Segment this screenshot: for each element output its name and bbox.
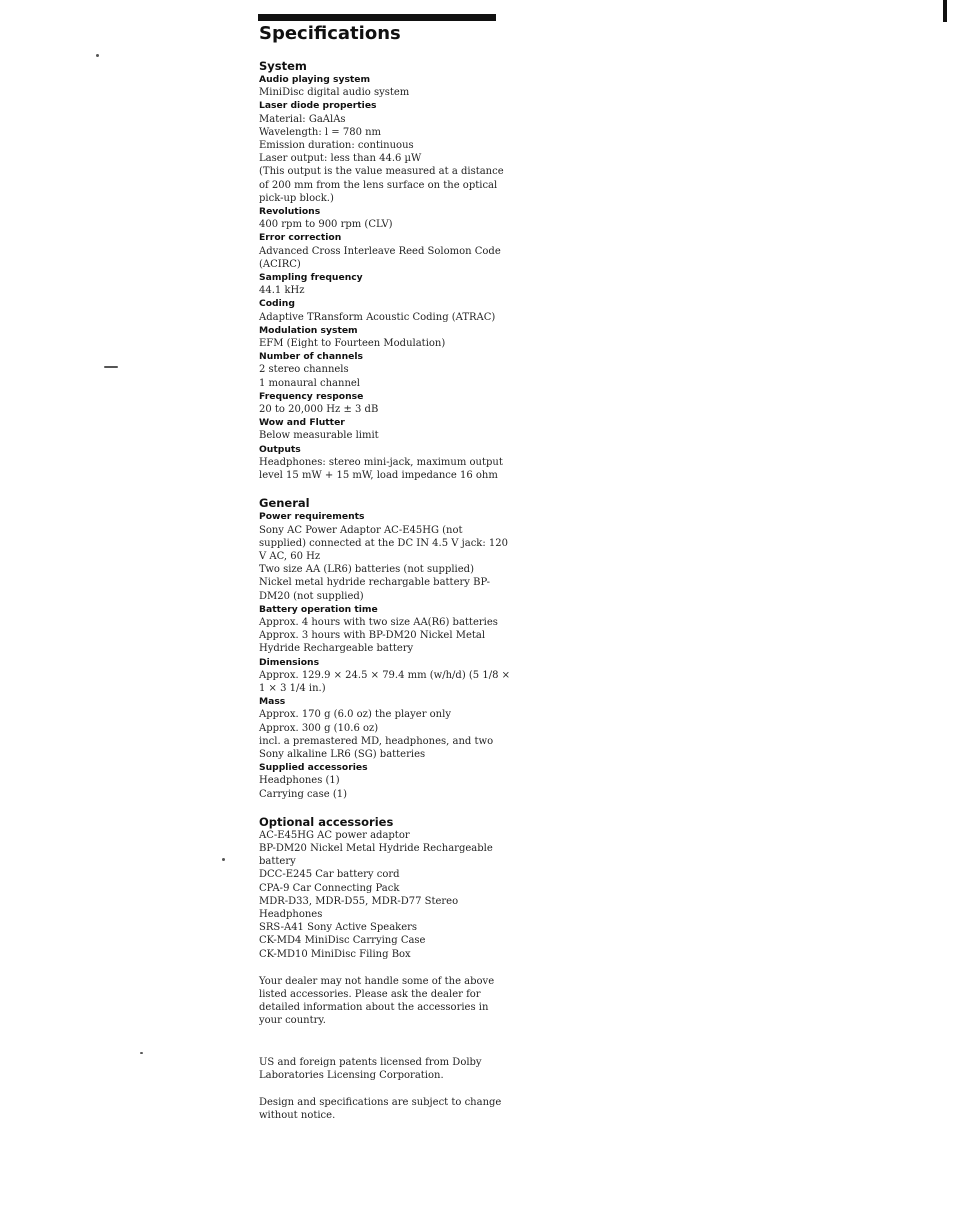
spec-item-line: Below measurable limit	[259, 430, 379, 442]
spec-item-line: 44.1 kHz	[259, 285, 305, 297]
footer-notes	[259, 961, 509, 1123]
note-paragraph	[259, 975, 509, 1028]
page-title: Specifications	[259, 23, 401, 44]
spec-item-line: DM20 (not supplied)	[259, 590, 364, 602]
note-gap	[259, 961, 509, 975]
spec-item-line: Hydride Rechargeable battery	[259, 643, 414, 655]
spec-item-line: Emission duration: continuous	[259, 140, 414, 152]
spec-item-title: Dimensions	[259, 656, 320, 668]
spec-item-line: CK-MD4 MiniDisc Carrying Case	[259, 935, 426, 947]
spec-section	[259, 59, 509, 482]
spec-item-line: CK-MD10 MiniDisc Filing Box	[259, 948, 411, 960]
spec-item-line: EFM (Eight to Fourteen Modulation)	[259, 338, 446, 350]
spec-item-line: Approx. 129.9 × 24.5 × 79.4 mm (w/h/d) (5 1/8 ×	[259, 669, 510, 681]
spec-item-title: Mass	[259, 696, 286, 708]
section-gap	[259, 482, 509, 496]
note-line: without notice.	[259, 1110, 336, 1122]
note-line: your country.	[259, 1015, 326, 1027]
spec-item-line: MDR-D33, MDR-D55, MDR-D77 Stereo	[259, 895, 459, 907]
section-title: General	[259, 496, 310, 511]
scan-speck	[222, 858, 225, 861]
spec-item-title: Error correction	[259, 232, 342, 244]
spec-item-line: incl. a premastered MD, headphones, and two	[259, 735, 494, 747]
spec-item-line: battery	[259, 856, 296, 868]
spec-item-line: 2 stereo channels	[259, 364, 349, 376]
note-gap	[259, 1082, 509, 1096]
note-line: detailed information about the accessories in	[259, 1002, 489, 1014]
section-gap	[259, 801, 509, 815]
spec-item-line: Nickel metal hydride rechargable battery BP-	[259, 577, 491, 589]
note-line: US and foreign patents licensed from Dolby	[259, 1056, 482, 1068]
spec-item-line: level 15 mW + 15 mW, load impedance 16 ohm	[259, 470, 498, 482]
spec-item-line: Approx. 170 g (6.0 oz) the player only	[259, 709, 451, 721]
page-edge-mark	[943, 0, 947, 22]
scan-speck	[96, 54, 99, 57]
note-gap	[259, 1028, 509, 1042]
note-paragraph	[259, 1096, 509, 1122]
spec-item-line: 20 to 20,000 Hz ± 3 dB	[259, 404, 379, 416]
spec-section	[259, 482, 509, 800]
spec-item-line: Adaptive TRansform Acoustic Coding (ATRAC)	[259, 311, 496, 323]
spec-item-line: 400 rpm to 900 rpm (CLV)	[259, 219, 393, 231]
spec-item-line: BP-DM20 Nickel Metal Hydride Rechargeable	[259, 842, 493, 854]
spec-item-title: Revolutions	[259, 206, 321, 218]
spec-item-line: of 200 mm from the lens surface on the optical	[259, 179, 498, 191]
spec-item-line: V AC, 60 Hz	[259, 550, 321, 562]
spec-item-line: Approx. 4 hours with two size AA(R6) batteries	[259, 616, 498, 628]
spec-item-title: Power requirements	[259, 511, 365, 523]
spec-item-line: Advanced Cross Interleave Reed Solomon Code	[259, 245, 501, 257]
spec-item-title: Wow and Flutter	[259, 417, 345, 429]
spec-section	[259, 801, 509, 961]
note-line: Design and specifications are subject to change	[259, 1097, 502, 1109]
spec-item-line: SRS-A41 Sony Active Speakers	[259, 922, 418, 934]
spec-item-title: Sampling frequency	[259, 272, 363, 284]
spec-item-line: 1 × 3 1/4 in.)	[259, 682, 326, 694]
specifications-column	[259, 23, 509, 1122]
spec-item-title: Coding	[259, 298, 295, 310]
spec-item-line: (This output is the value measured at a distance	[259, 166, 504, 178]
spec-item-line: 1 monaural channel	[259, 377, 361, 389]
spec-item-line: Carrying case (1)	[259, 788, 347, 800]
spec-item-title: Audio playing system	[259, 74, 371, 85]
note-line: listed accessories. Please ask the dealer for	[259, 989, 481, 1000]
spec-item-line: Headphones (1)	[259, 775, 340, 787]
section-title: Optional accessories	[259, 814, 394, 829]
spec-item-line: Headphones	[259, 908, 323, 920]
spec-sections	[259, 59, 509, 961]
spec-item-line: Approx. 300 g (10.6 oz)	[259, 722, 379, 734]
spec-item-line: (ACIRC)	[259, 258, 301, 270]
header-rule	[258, 14, 496, 21]
spec-item-line: Material: GaAlAs	[259, 113, 346, 125]
spec-item-line: DCC-E245 Car battery cord	[259, 869, 400, 881]
spec-item-title: Supplied accessories	[259, 762, 368, 774]
spec-item-title: Number of channels	[259, 351, 363, 363]
spec-item-line: Approx. 3 hours with BP-DM20 Nickel Metal	[259, 630, 486, 642]
spec-item-line: Laser output: less than 44.6 µW	[259, 153, 422, 165]
spec-item-line: Two size AA (LR6) batteries (not supplied)	[259, 564, 474, 576]
spec-item-line: CPA-9 Car Connecting Pack	[259, 882, 400, 894]
note-line: Laboratories Licensing Corporation.	[259, 1069, 444, 1081]
spec-item-line: Headphones: stereo mini-jack, maximum output	[259, 456, 503, 468]
spec-item-title: Outputs	[259, 443, 301, 455]
scan-speck	[104, 366, 118, 368]
spec-item-line: Sony alkaline LR6 (SG) batteries	[259, 748, 426, 760]
spec-item-title: Frequency response	[259, 390, 364, 402]
note-line: Your dealer may not handle some of the above	[259, 975, 495, 987]
spec-item-line: AC-E45HG AC power adaptor	[259, 829, 410, 841]
spec-item-title: Battery operation time	[259, 603, 378, 615]
note-gap	[259, 1042, 509, 1056]
spec-item-title: Laser diode properties	[259, 100, 377, 112]
spec-item-line: MiniDisc digital audio system	[259, 87, 410, 99]
note-paragraph	[259, 1056, 509, 1082]
section-title: System	[259, 59, 307, 73]
spec-item-line: Wavelength: l = 780 nm	[259, 126, 382, 138]
spec-item-line: supplied) connected at the DC IN 4.5 V jack: 120	[259, 537, 508, 549]
spec-item-title: Modulation system	[259, 324, 358, 336]
scan-speck	[140, 1052, 143, 1054]
spec-item-line: pick-up block.)	[259, 192, 334, 204]
spec-item-line: Sony AC Power Adaptor AC-E45HG (not	[259, 524, 463, 536]
